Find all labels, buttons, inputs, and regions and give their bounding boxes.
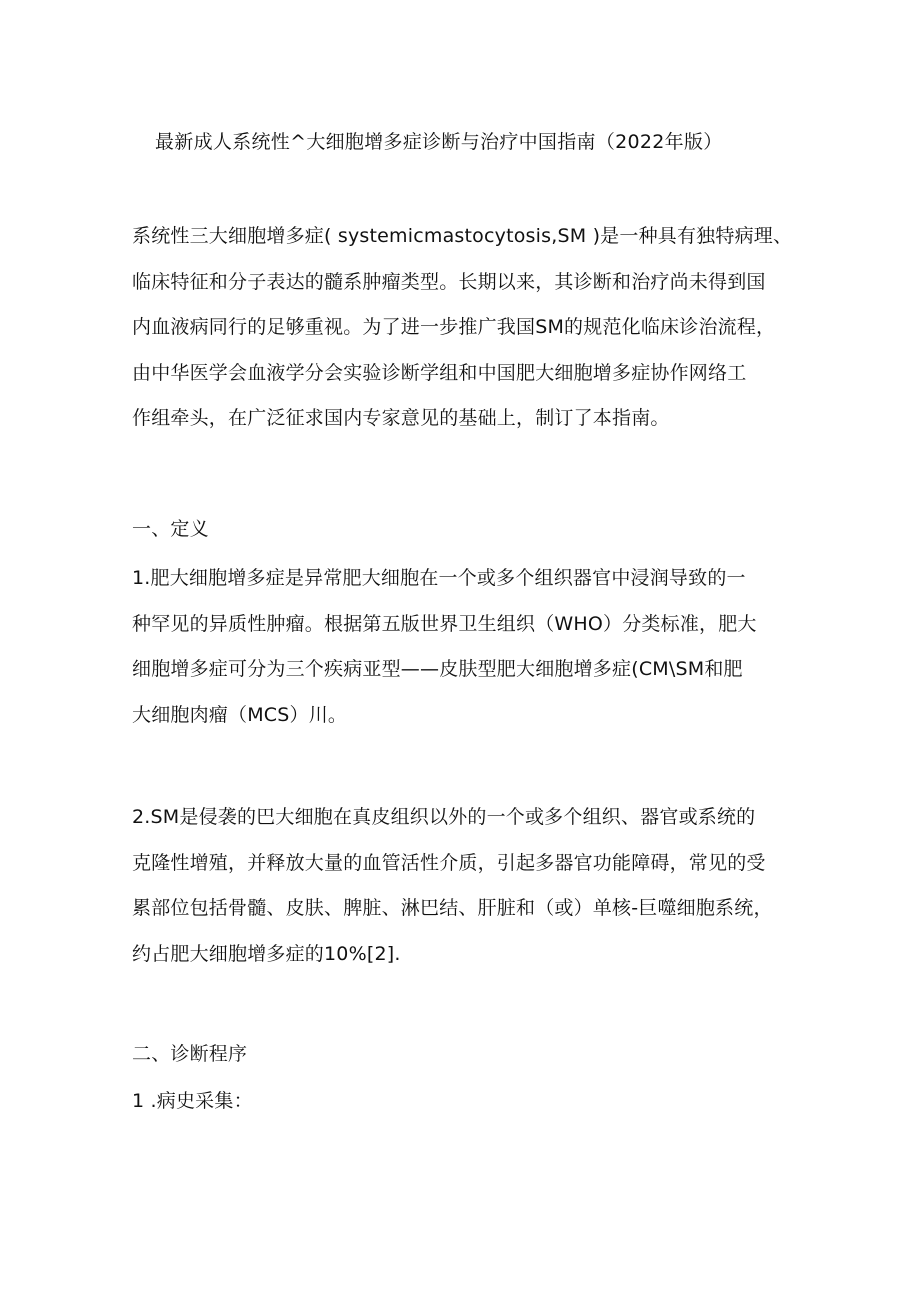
section-heading-definition <box>132 507 800 553</box>
text-line: 1 .病史采集： <box>132 1090 253 1112</box>
document-title: 最新成人系统性^大细胞增多症诊断与治疗中国指南（2022年版） <box>155 131 723 153</box>
text-line: 累部位包括骨髓、皮肤、脾脏、淋巴结、肝脏和（或）单核-巨噬细胞系统， <box>132 897 773 919</box>
text-line: 系统性三大细胞增多症( systemicmastocytosis,SM )是一种具有独特病理、 <box>132 225 793 247</box>
text-line: 2.SM是侵袭的巴大细胞在真皮组织以外的一个或多个组织、器官或系统的 <box>132 806 756 828</box>
text-line: 1.肥大细胞增多症是异常肥大细胞在一个或多个组织器官中浸润导致的一 <box>132 567 746 589</box>
text-line: 约占肥大细胞增多症的10%[2]. <box>132 942 401 965</box>
text-line: 细胞增多症可分为三个疾病亚型——皮肤型肥大细胞增多症(CM\SM和肥 <box>132 658 743 680</box>
section-heading-diagnosis <box>132 1032 800 1078</box>
diagnosis-item-1 <box>132 1079 800 1125</box>
section-heading: 二、诊断程序 <box>132 1043 248 1065</box>
text-line: 种罕见的异质性肿瘤。根据第五版世界卫生组织（WHO）分类标准，肥大 <box>132 612 757 635</box>
section-heading: 一、定义 <box>132 518 209 540</box>
definition-item-2 <box>132 795 800 977</box>
text-line: 由中华医学会血液学分会实验诊断学组和中国肥大细胞增多症协作网络工 <box>132 361 747 384</box>
intro-paragraph <box>132 214 800 442</box>
text-line: 内血液病同行的足够重视。为了进一步推广我国SM的规范化临床诊治流程， <box>132 316 776 338</box>
text-line: 大细胞肉瘤（MCS）川。 <box>132 703 348 726</box>
text-line: 临床特征和分子表达的髓系肿瘤类型。长期以来，其诊断和治疗尚未得到国 <box>132 270 766 293</box>
text-line: 克隆性增殖，并释放大量的血管活性介质，引起多器官功能障碍，常见的受 <box>132 851 766 874</box>
text-line: 作组牵头，在广泛征求国内专家意见的基础上，制订了本指南。 <box>132 407 670 429</box>
definition-item-1 <box>132 556 800 738</box>
